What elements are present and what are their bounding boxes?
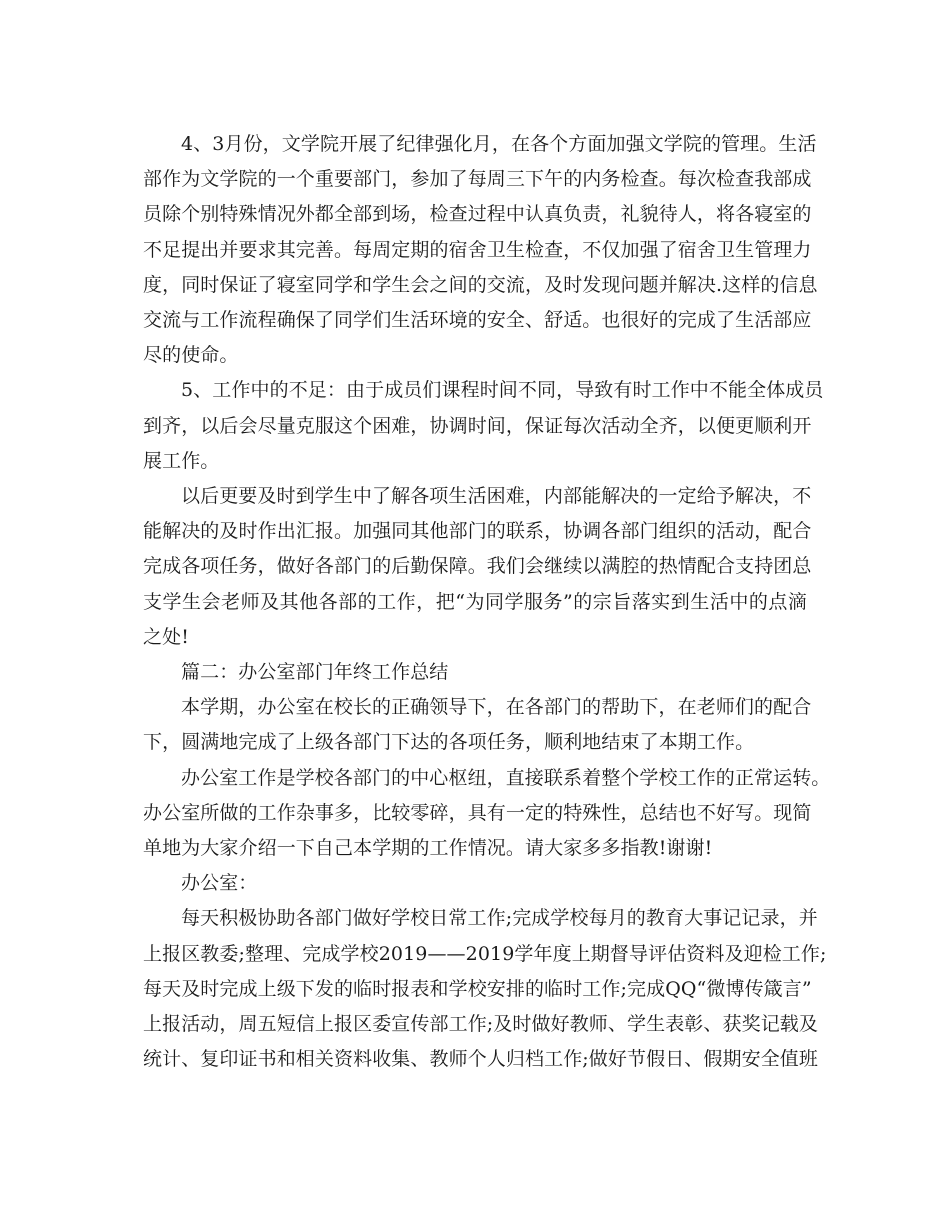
text-line: 办公室：: [181, 872, 258, 895]
text-line: 上报区教委;整理、完成学校2019——2019学年度上期督导评估资料及迎检工作;: [143, 942, 827, 965]
paragraph-office-role: [143, 761, 831, 867]
paragraph-future-plans: [143, 479, 812, 655]
text-line: 支学生会老师及其他各部的工作，把“为同学服务”的宗旨落实到生活中的点滴: [143, 590, 807, 613]
paragraph-office-daily-work: [143, 901, 827, 1077]
paragraph-office-intro: [143, 690, 812, 760]
text-line: 每天积极协助各部门做好学校日常工作;完成学校每月的教育大事记记录，并: [181, 907, 818, 930]
text-line: 4、3月份，文学院开展了纪律强化月，在各个方面加强文学院的管理。生活: [181, 133, 817, 155]
text-line: 部作为文学院的一个重要部门，参加了每周三下午的内务检查。每次检查我部成: [143, 168, 812, 191]
paragraph-shortcomings: [143, 373, 824, 479]
section-heading-part-two: [143, 655, 807, 690]
text-line: 交流与工作流程确保了同学们生活环境的安全、舒适。也很好的完成了生活部应: [143, 309, 812, 332]
text-line: 之处!: [143, 625, 189, 648]
text-line: 以后更要及时到学生中了解各项生活困难，内部能解决的一定给予解决，不: [181, 485, 812, 508]
text-line: 完成各项任务，做好各部门的后勤保障。我们会继续以满腔的热情配合支持团总: [143, 555, 812, 578]
text-line: 上报活动，周五短信上报区委宣传部工作;及时做好教师、学生表彰、获奖记载及: [143, 1013, 819, 1036]
text-line: 单地为大家介绍一下自己本学期的工作情况。请大家多多指教!谢谢!: [143, 837, 713, 860]
text-line: 办公室工作是学校各部门的中心枢纽，直接联系着整个学校工作的正常运转。: [181, 766, 831, 789]
text-line: 5、工作中的不足：由于成员们课程时间不同，导致有时工作中不能全体成员: [181, 379, 824, 402]
text-line: 本学期，办公室在校长的正确领导下，在各部门的帮助下，在老师们的配合: [181, 696, 812, 719]
subheading-office: [143, 866, 807, 901]
text-line: 到齐，以后会尽量克服这个困难，协调时间，保证每次活动全齐，以便更顺利开: [143, 414, 812, 437]
document-body: [143, 127, 831, 1077]
text-line: 统计、复印证书和相关资料收集、教师个人归档工作;做好节假日、假期安全值班: [143, 1048, 819, 1071]
text-line: 能解决的及时作出汇报。加强同其他部门的联系，协调各部门组织的活动，配合: [143, 520, 812, 543]
text-line: 展工作。: [143, 449, 220, 472]
text-line: 尽的使命。: [143, 344, 239, 367]
text-line: 不足提出并要求其完善。每周定期的宿舍卫生检查，不仅加强了宿舍卫生管理力: [143, 238, 812, 261]
text-line: 篇二：办公室部门年终工作总结: [181, 661, 449, 684]
text-line: 员除个别特殊情况外都全部到场，检查过程中认真负责，礼貌待人，将各寝室的: [143, 203, 812, 226]
text-line: 每天及时完成上级下发的临时报表和学校安排的临时工作;完成QQ“微博传箴言”: [143, 977, 812, 1000]
text-line: 下，圆满地完成了上级各部门下达的各项任务，顺利地结束了本期工作。: [143, 731, 755, 754]
paragraph-living-dept-inspection: [143, 127, 818, 373]
text-line: 办公室所做的工作杂事多，比较零碎，具有一定的特殊性，总结也不好写。现简: [143, 801, 812, 824]
text-line: 度，同时保证了寝室同学和学生会之间的交流，及时发现问题并解决.这样的信息: [143, 273, 818, 296]
